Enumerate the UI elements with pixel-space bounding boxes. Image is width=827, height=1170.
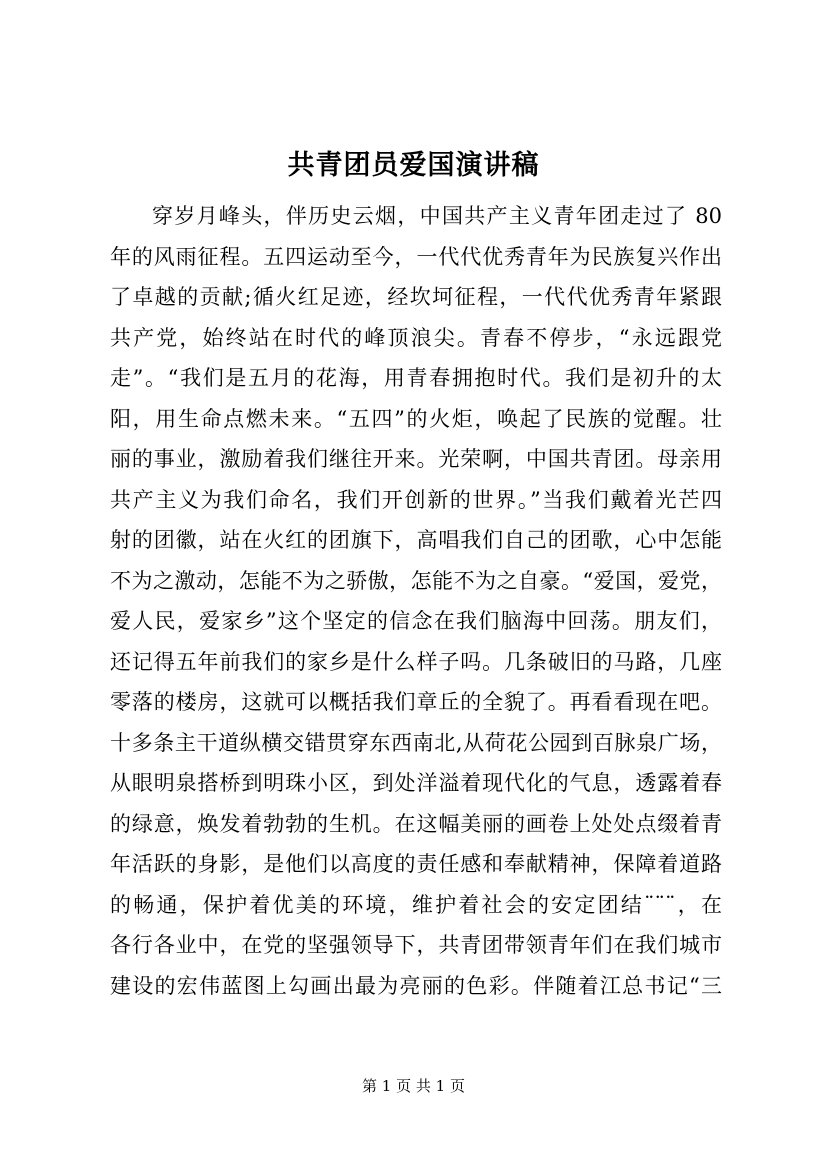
body-line: 年活跃的身影，是他们以高度的责任感和奉献精神，保障着道路	[110, 852, 722, 876]
body-line: 丽的事业，激励着我们继往开来。光荣啊，中国共青团。母亲用	[110, 447, 722, 471]
document-title: 共青团员爱国演讲稿	[287, 150, 540, 181]
body-line: 走”。“我们是五月的花海，用青春拥抱时代。我们是初升的太	[110, 366, 722, 390]
body-line: 年的风雨征程。五四运动至今，一代代优秀青年为民族复兴作出	[110, 244, 722, 269]
body-line: 建设的宏伟蓝图上勾画出最为亮丽的色彩。伴随着江总书记“三	[110, 973, 722, 998]
body-line: 射的团徽，站在火红的团旗下，高唱我们自己的团歌，心中怎能	[110, 528, 722, 552]
body-line: 不为之激动，怎能不为之骄傲，怎能不为之自豪。“爱国，爱党，	[110, 568, 722, 593]
body-line: 还记得五年前我们的家乡是什么样子吗。几条破旧的马路，几座	[110, 649, 722, 674]
body-line: 阳，用生命点燃未来。“五四”的火炬，唤起了民族的觉醒。壮	[110, 406, 722, 431]
body-line: 共产主义为我们命名，我们开创新的世界。”当我们戴着光芒四	[110, 487, 722, 512]
body-line: 穿岁月峰头，伴历史云烟，中国共产主义青年团走过了 80	[152, 204, 722, 228]
body-line: 十多条主干道纵横交错贯穿东西南北,从荷花公园到百脉泉广场，	[110, 730, 722, 755]
body-line: 各行各业中，在党的坚强领导下，共青团带领青年们在我们城市	[110, 933, 722, 957]
page-number-footer: 第 1 页 共 1 页	[362, 1077, 465, 1095]
document-body	[110, 196, 722, 1006]
body-line: 零落的楼房，这就可以概括我们章丘的全貌了。再看看现在吧。	[110, 690, 722, 714]
body-line: 共产党，始终站在时代的峰顶浪尖。青春不停步，“永远跟党	[110, 325, 722, 350]
body-line: 的畅通，保护着优美的环境，维护着社会的安定团结¨¨¨，在	[110, 892, 722, 917]
body-line: 爱人民，爱家乡”这个坚定的信念在我们脑海中回荡。朋友们，	[110, 609, 722, 633]
body-line: 的绿意，焕发着勃勃的生机。在这幅美丽的画卷上处处点缀着青	[110, 811, 722, 836]
body-line: 了卓越的贡献;循火红足迹，经坎坷征程，一代代优秀青年紧跟	[110, 285, 722, 309]
body-line: 从眼明泉搭桥到明珠小区，到处洋溢着现代化的气息，透露着春	[110, 771, 722, 795]
